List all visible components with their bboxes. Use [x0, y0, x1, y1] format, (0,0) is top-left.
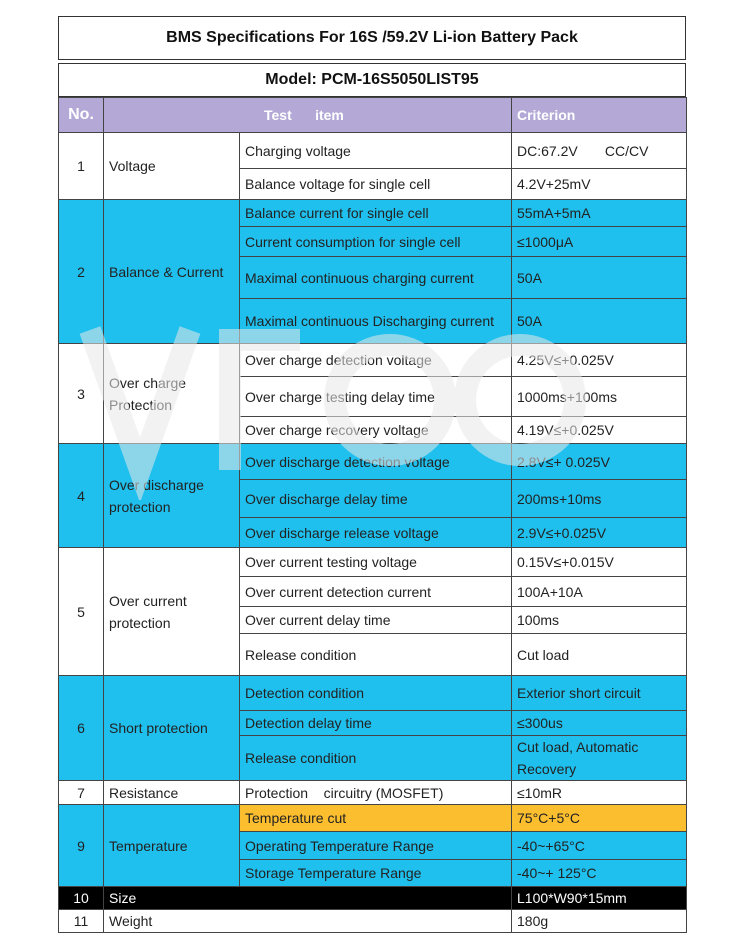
criterion-value: 100ms: [512, 607, 687, 634]
test-item: Over discharge delay time: [240, 480, 512, 518]
row-category: Temperature: [104, 805, 240, 887]
criterion-value: 2.9V≤+0.025V: [512, 518, 687, 548]
test-item: Detection delay time: [240, 711, 512, 736]
criterion-value: ≤10mR: [512, 781, 687, 805]
table-row: [59, 344, 687, 377]
criterion-value: Exterior short circuit: [512, 676, 687, 711]
row-number: 6: [59, 676, 104, 781]
criterion-value: 1000ms+100ms: [512, 377, 687, 417]
test-item: Over discharge detection voltage: [240, 444, 512, 480]
table-row: [59, 133, 687, 169]
table-row: [59, 910, 687, 933]
table-row: [59, 676, 687, 711]
row-category: Size: [104, 887, 512, 910]
table-row: [59, 781, 687, 805]
criterion-value: 4.2V+25mV: [512, 169, 687, 200]
row-number: 11: [59, 910, 104, 933]
criterion-value: 2.8V≤+ 0.025V: [512, 444, 687, 480]
row-number: 4: [59, 444, 104, 548]
row-number: 9: [59, 805, 104, 887]
header-test-item: Test item: [104, 98, 512, 133]
row-number: 2: [59, 200, 104, 344]
table-header-row: [59, 98, 687, 133]
spec-sheet: [58, 16, 686, 933]
test-item: Maximal continuous charging current: [240, 257, 512, 299]
spec-table: [58, 97, 687, 933]
row-number: 7: [59, 781, 104, 805]
test-item: Storage Temperature Range: [240, 860, 512, 887]
test-item: Balance voltage for single cell: [240, 169, 512, 200]
test-item: Charging voltage: [240, 133, 512, 169]
criterion-value: ≤1000μA: [512, 227, 687, 257]
test-item: Protection circuitry (MOSFET): [240, 781, 512, 805]
criterion-value: 50A: [512, 299, 687, 344]
criterion-value: Cut load, Automatic Recovery: [512, 736, 687, 781]
test-item: Over charge testing delay time: [240, 377, 512, 417]
test-item: Over charge recovery voltage: [240, 417, 512, 444]
table-row: [59, 444, 687, 480]
criterion-value: ≤300us: [512, 711, 687, 736]
document-title: BMS Specifications For 16S /59.2V Li-ion Battery Pack: [58, 16, 686, 60]
criterion-value: 0.15V≤+0.015V: [512, 548, 687, 577]
criterion-value: Cut load: [512, 634, 687, 676]
row-number: 5: [59, 548, 104, 676]
row-category: Over charge Protection: [104, 344, 240, 444]
header-no: No.: [59, 98, 104, 133]
test-item: Balance current for single cell: [240, 200, 512, 227]
table-row: [59, 805, 687, 832]
criterion-value: DC:67.2V CC/CV: [512, 133, 687, 169]
criterion-value: 75°C+5°C: [512, 805, 687, 832]
criterion-value: L100*W90*15mm: [512, 887, 687, 910]
criterion-value: 55mA+5mA: [512, 200, 687, 227]
criterion-value: 4.19V≤+0.025V: [512, 417, 687, 444]
row-category: Resistance: [104, 781, 240, 805]
row-category: Voltage: [104, 133, 240, 200]
criterion-value: 4.25V≤+0.025V: [512, 344, 687, 377]
row-category: Balance & Current: [104, 200, 240, 344]
test-item: Temperature cut: [240, 805, 512, 832]
row-category: Over current protection: [104, 548, 240, 676]
criterion-value: 100A+10A: [512, 577, 687, 607]
test-item: Over current testing voltage: [240, 548, 512, 577]
table-row: [59, 887, 687, 910]
criterion-value: -40~+65°C: [512, 832, 687, 860]
test-item: Over current detection current: [240, 577, 512, 607]
row-number: 10: [59, 887, 104, 910]
criterion-value: 50A: [512, 257, 687, 299]
row-number: 1: [59, 133, 104, 200]
criterion-value: 180g: [512, 910, 687, 933]
test-item: Over current delay time: [240, 607, 512, 634]
criterion-value: -40~+ 125°C: [512, 860, 687, 887]
header-criterion: Criterion: [512, 98, 687, 133]
test-item: Over charge detection voltage: [240, 344, 512, 377]
test-item: Release condition: [240, 634, 512, 676]
row-number: 3: [59, 344, 104, 444]
criterion-value: 200ms+10ms: [512, 480, 687, 518]
model-label: Model: PCM-16S5050LIST95: [58, 63, 686, 97]
row-category: Over discharge protection: [104, 444, 240, 548]
test-item: Over discharge release voltage: [240, 518, 512, 548]
test-item: Operating Temperature Range: [240, 832, 512, 860]
test-item: Detection condition: [240, 676, 512, 711]
table-row: [59, 548, 687, 577]
test-item: Maximal continuous Discharging current: [240, 299, 512, 344]
test-item: Release condition: [240, 736, 512, 781]
test-item: Current consumption for single cell: [240, 227, 512, 257]
row-category: Weight: [104, 910, 512, 933]
table-row: [59, 200, 687, 227]
row-category: Short protection: [104, 676, 240, 781]
